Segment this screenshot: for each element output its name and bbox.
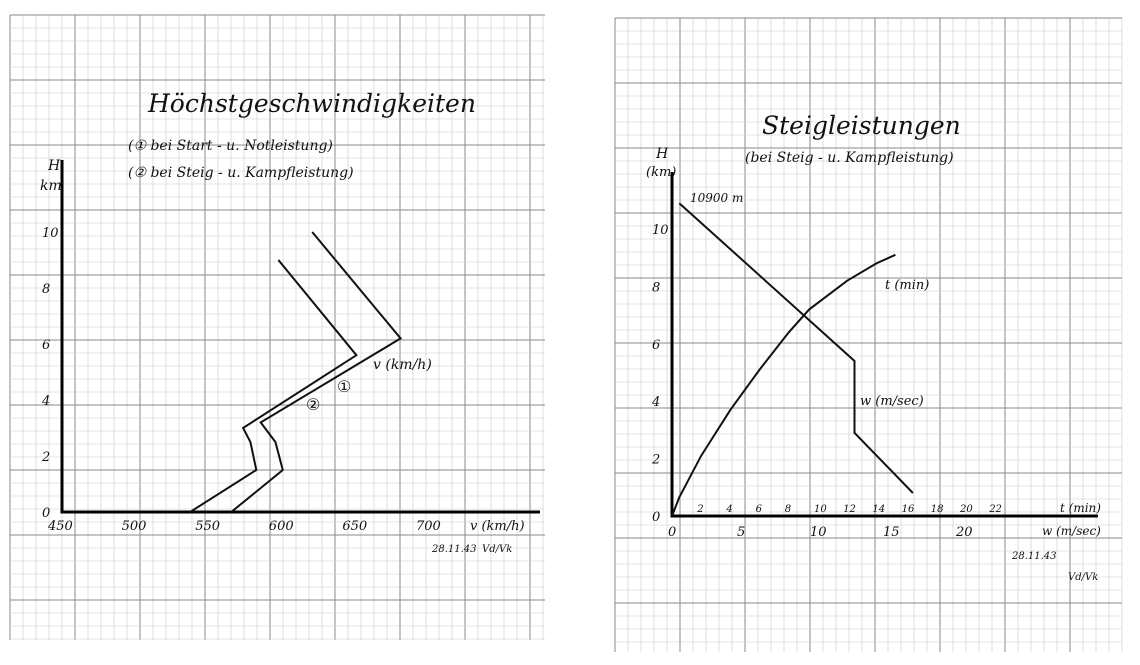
left-y-tick-label: 10	[42, 226, 59, 241]
left-y-tick-label: 4	[42, 394, 51, 409]
left-x-tick-label: 450	[48, 519, 73, 534]
right-w-tick-label: 0	[668, 525, 677, 540]
left-x-tick-label: 500	[121, 519, 147, 534]
right-annotation-w: w (m/sec)	[860, 394, 924, 409]
right-t-tick-label: 4	[726, 504, 733, 515]
right-ylabel: H	[656, 146, 669, 162]
right-t-tick-label: 22	[989, 504, 1002, 515]
right-t-tick-label: 20	[960, 504, 973, 515]
right-y-tick-label: 2	[652, 452, 661, 468]
left-subtitle-2: (② bei Steig - u. Kampfleistung)	[128, 165, 354, 181]
left-x-tick-label: 600	[268, 519, 294, 534]
right-t-tick-label: 8	[784, 504, 792, 515]
right-title: Steigleistungen	[762, 111, 961, 140]
left-x-tick-label: 700	[416, 519, 441, 534]
left-x-tick-label: 650	[342, 519, 368, 534]
left-y-tick-label: 6	[42, 338, 51, 353]
left-xlabel: v (km/h)	[470, 519, 525, 534]
right-t-tick-label: 14	[872, 504, 886, 515]
left-footnote-date: 28.11.43	[432, 544, 477, 555]
right-w-tick-label: 15	[883, 525, 900, 540]
right-ylabel-unit: (km)	[646, 165, 677, 180]
right-footnote-sign: Vd/Vk	[1068, 572, 1099, 583]
left-y-tick-label: 2	[42, 450, 51, 465]
right-y-tick-label: 8	[652, 280, 661, 296]
right-xlabel-t: t (min)	[1060, 501, 1101, 515]
left-ylabel: H	[48, 158, 61, 174]
right-t-tick-label: 18	[930, 504, 944, 515]
left-y-tick-label: 8	[42, 282, 51, 297]
right-w-tick-label: 10	[810, 525, 827, 540]
left-y-tick-label: 0	[42, 506, 51, 521]
left-x-tick-label: 550	[195, 519, 221, 534]
left-footnote-sign: Vd/Vk	[482, 544, 513, 555]
right-t-tick-label: 6	[755, 504, 762, 515]
right-y-tick-label: 4	[652, 395, 661, 411]
left-annotation-2: ②	[306, 395, 321, 414]
right-y-tick-label: 6	[652, 337, 661, 353]
right-annotation-t: t (min)	[885, 278, 930, 293]
right-xlabel-w: w (m/sec)	[1042, 524, 1101, 538]
right-t-tick-label: 12	[843, 504, 856, 515]
left-annotation-1: ①	[337, 377, 352, 396]
left-ylabel-unit: km	[40, 178, 62, 194]
right-t-tick-label: 16	[901, 504, 915, 515]
right-annotation-altitude: 10900 m	[690, 191, 744, 205]
right-y-tick-label: 0	[652, 510, 661, 525]
right-t-tick-label: 2	[697, 504, 704, 515]
left-title: Höchstgeschwindigkeiten	[148, 89, 476, 118]
right-y-tick-label: 10	[652, 223, 669, 238]
right-w-tick-label: 20	[956, 525, 973, 540]
right-t-tick-label: 10	[814, 504, 827, 515]
right-subtitle: (bei Steig - u. Kampfleistung)	[745, 150, 954, 166]
left-annotation-v: v (km/h)	[373, 357, 432, 373]
right-footnote-date: 28.11.43	[1012, 551, 1057, 562]
left-subtitle-1: (① bei Start - u. Notleistung)	[128, 138, 333, 154]
right-w-tick-label: 5	[737, 525, 746, 540]
